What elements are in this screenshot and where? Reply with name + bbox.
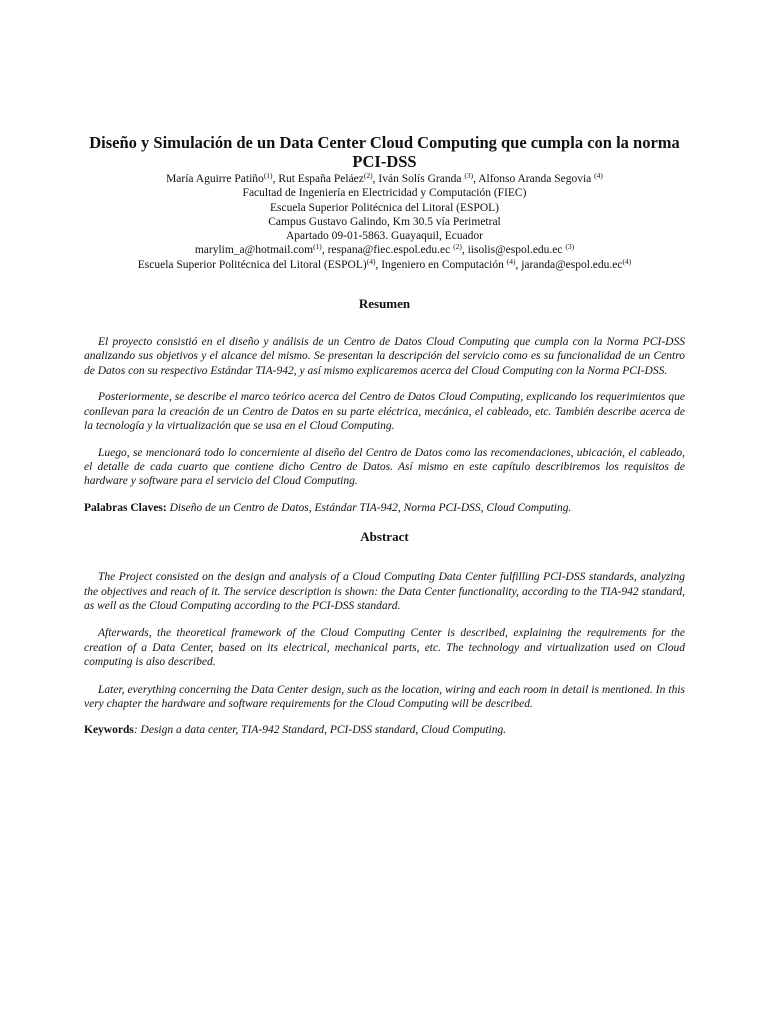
author-superscript: (2) [363, 171, 373, 180]
abstract-paragraph-1: The Project consisted on the design and analysis of a Cloud Computing Data Center fulfilling PCI-DSS standards, analyzing the objectives and reach of it. The service description is shown: the Data Center functionality, according to the TIA-942 standard, as well as the Cloud Computing according to the PCI-DSS standard. [84, 571, 685, 612]
palabras-claves [84, 501, 685, 515]
paper-title: Diseño y Simulación de un Data Center Cloud Computing que cumpla con la norma PCI-DSS [89, 133, 680, 171]
affiliation-role-4: Ingeniero en Computación [381, 258, 504, 271]
palabras-claves-label: Palabras Claves: [84, 501, 167, 514]
paper-page [84, 133, 685, 738]
email-address: jaranda@espol.edu.ec [521, 258, 623, 271]
resumen-paragraph-3: Luego, se mencionará todo lo concerniente al diseño del Centro de Datos como las recomendaciones, ubicación, el cableado, el detalle de cada cuarto que contiene dicho Centro de Datos. Así mismo en este capítulo describiremos los requisitos de hardware y software para el servicio del Cloud Computing. [84, 446, 685, 488]
resumen-paragraph-1: El proyecto consistió en el diseño y análisis de un Centro de Datos Cloud Computing que cumpla con la Norma PCI-DSS analizando sus objetivos y el alcance del mismo. Se presentan la descripción del servicio como es su funcionalidad de un Centro de Datos con su respectivo Estándar TIA-942, y así mismo explicaremos acerca del Cloud Computing con la Norma PCI-DSS. [84, 336, 685, 377]
author-name: María Aguirre Patiño [166, 173, 264, 185]
email-superscript: (4) [622, 256, 632, 266]
author-superscript: (4) [366, 256, 376, 266]
email-address: iisolis@espol.edu.ec [467, 244, 563, 257]
author-superscript: (4) [594, 171, 603, 180]
email-address: marylim_a@hotmail.com [194, 244, 314, 257]
affiliation-school: Escuela Superior Politécnica del Litoral (ESPOL) [270, 201, 499, 214]
affiliation-address: Apartado 09-01-5863. Guayaquil, Ecuador [285, 230, 484, 243]
author-name: Alfonso Aranda Segovia [478, 173, 592, 185]
author-block [84, 172, 685, 272]
author-list: María Aguirre Patiño$^{(1)}$, Rut España Peláez$^{(2)}$, Iván Solís Granda $^{(3)}$, Alfonso Aranda Segovia $^{(4)}$ [166, 171, 603, 185]
keywords-text: : Design a data center, TIA-942 Standard, PCI-DSS standard, Cloud Computing. [133, 724, 507, 737]
palabras-claves-text: Diseño de un Centro de Datos, Estándar TIA-942, Norma PCI-DSS, Cloud Computing. [166, 501, 572, 514]
keywords-label: Keywords [84, 724, 134, 737]
affiliation-line-4: Escuela Superior Politécnica del Litoral (ESPOL)$^{(4)}$, Ingeniero en Computación $^{(4)}$, $jaranda@espol.edu.ec^{(4)}$ [137, 256, 632, 271]
author-name: Iván Solís Granda [378, 173, 462, 185]
email-superscript: (2) [453, 242, 462, 252]
author-superscript: (4) [506, 256, 516, 266]
author-name: Rut España Peláez [278, 173, 364, 185]
affiliation-school-4: Escuela Superior Politécnica del Litoral (ESPOL) [137, 258, 367, 271]
affiliation-faculty: Facultad de Ingeniería en Electricidad y Computación (FIEC) [242, 187, 527, 200]
email-superscript: (1) [313, 242, 322, 252]
email-address: respana@fiec.espol.edu.ec [327, 244, 451, 257]
resumen-heading: Resumen [358, 296, 411, 312]
email-list: marylim_a@hotmail.com$^{(1)}$, respana@fiec.espol.edu.ec $^{(2)}$, iisolis@espol.edu.ec $^{(3)}$ [194, 242, 575, 257]
keywords [84, 723, 685, 737]
author-superscript: (3) [464, 171, 474, 180]
author-superscript: (1) [263, 171, 273, 180]
resumen-paragraph-2: Posteriormente, se describe el marco teórico acerca del Centro de Datos Cloud Computing, explicando los requerimientos que conllevan para la creación de un Centro de Datos en su parte eléctrica, mecánica, el cableado, etc. También describe acerca de la tecnología y la virtualización que se usa en el Cloud Computing. [84, 391, 685, 433]
abstract-paragraph-2: Afterwards, the theoretical framework of the Cloud Computing Center is described, explaining the requirements for the creation of a Data Center, based on its electrical, mechanical parts, etc. The technology and virtualization used on Cloud computing is also described. [84, 627, 685, 669]
abstract-heading: Abstract [360, 529, 409, 545]
email-superscript: (3) [565, 242, 575, 252]
affiliation-campus: Campus Gustavo Galindo, Km 30.5 vía Perimetral [268, 215, 501, 228]
abstract-paragraph-3: Later, everything concerning the Data Center design, such as the location, wiring and each room in detail is mentioned. In this very chapter the hardware and software requirements for the Cloud Computing will be described. [84, 683, 685, 710]
